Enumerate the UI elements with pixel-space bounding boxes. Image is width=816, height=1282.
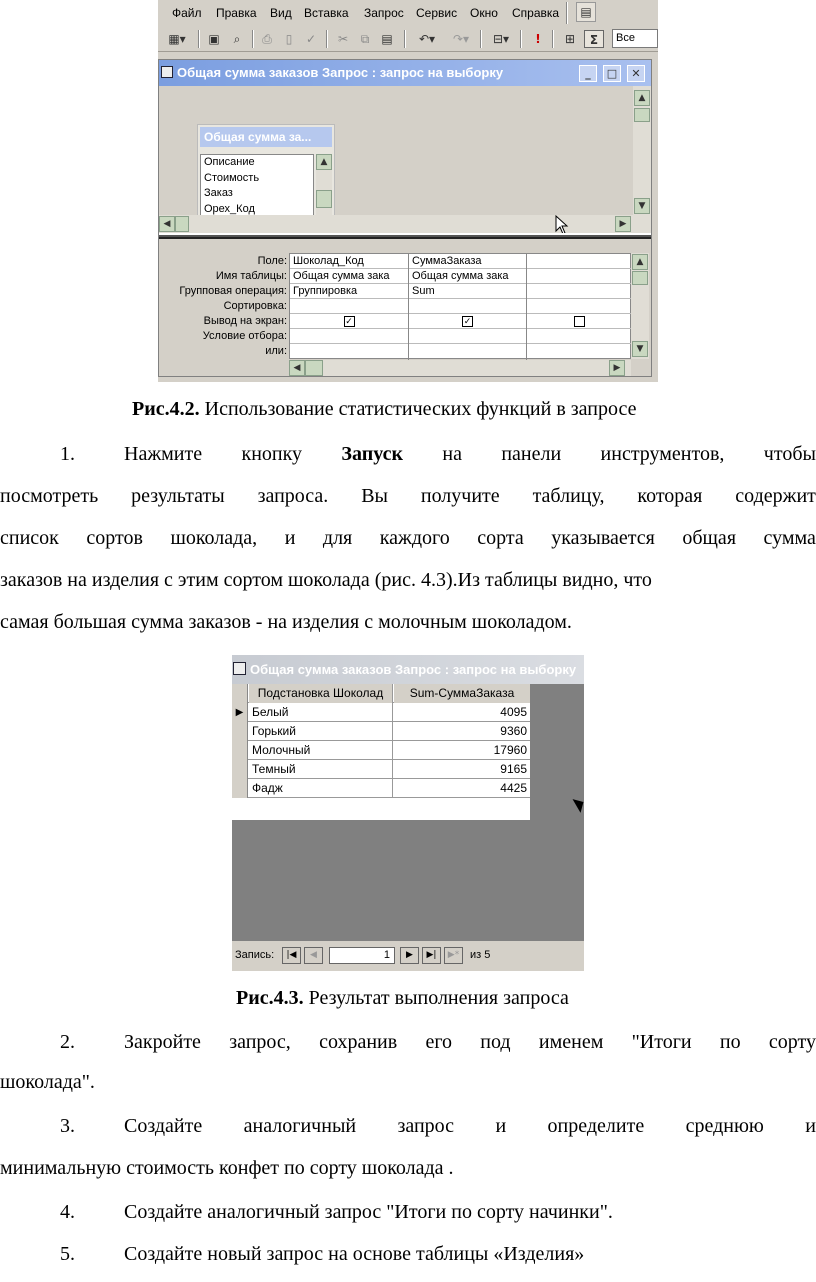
word: общая — [682, 527, 737, 549]
word: среднюю — [685, 1115, 764, 1137]
preview-icon[interactable]: ▯ — [285, 32, 293, 46]
step5-text: Создайте новый запрос на основе таблицы «Изделия» — [124, 1243, 585, 1265]
word: для — [322, 527, 353, 549]
step1-line2 — [0, 476, 816, 516]
grid-cell-sort[interactable] — [527, 299, 632, 314]
toolbar-separator — [326, 30, 328, 48]
step-number: 1. — [60, 443, 75, 465]
grid-label: Имя таблицы: — [215, 270, 287, 282]
row-selector[interactable] — [232, 779, 248, 798]
scroll-right-icon[interactable]: ▶ — [615, 216, 631, 232]
menu-query[interactable]: Запрос — [364, 6, 404, 20]
menu-help[interactable]: Справка — [512, 6, 560, 20]
result-window-title: Общая сумма заказов Запрос : запрос на выборку — [250, 662, 577, 677]
column-header[interactable]: Подстановка Шоколад — [249, 684, 393, 703]
close-icon[interactable]: ✕ — [627, 65, 645, 82]
minimize-icon[interactable]: _ — [579, 65, 597, 82]
bold-word: Запуск — [341, 443, 404, 465]
step-number: 3. — [60, 1115, 75, 1137]
undo-icon[interactable]: ↶▾ — [418, 32, 436, 46]
scroll-up-icon[interactable]: ▲ — [634, 90, 650, 106]
row-selector[interactable] — [232, 760, 248, 779]
row-selector[interactable] — [232, 722, 248, 741]
word: получите — [420, 485, 500, 507]
scroll-left-icon[interactable]: ◀ — [289, 360, 305, 376]
caption-label: Рис.4.2. — [132, 398, 200, 420]
last-record-icon[interactable]: ▶| — [422, 947, 441, 964]
cell-name[interactable]: Фадж — [249, 779, 393, 798]
word: сохранив — [319, 1031, 398, 1053]
step3-line1 — [0, 1106, 816, 1146]
word: результаты — [131, 485, 225, 507]
grid-label: Вывод на экран: — [203, 315, 287, 327]
caption-text: Результат выполнения запроса — [303, 987, 569, 1009]
word: которая — [637, 485, 703, 507]
figure-caption — [132, 398, 636, 421]
print-icon[interactable]: ⎙ — [262, 32, 272, 46]
query-window-title: Общая сумма заказов Запрос : запрос на выборку — [177, 65, 504, 80]
word: и — [805, 1115, 816, 1137]
scroll-thumb[interactable] — [316, 190, 332, 208]
datasheet — [232, 684, 530, 820]
cell-sum[interactable]: 9360 — [500, 724, 527, 738]
grid-cell-or[interactable] — [409, 344, 526, 359]
toolbar-toggle-icon[interactable]: ▤ — [576, 2, 596, 22]
word: запрос — [397, 1115, 455, 1137]
word: кнопку — [241, 443, 303, 465]
step4-text: Создайте аналогичный запрос "Итоги по сорту начинки". — [124, 1201, 613, 1223]
step-number: 5. — [60, 1243, 75, 1265]
grid-cell-table[interactable]: Общая сумма зака — [290, 269, 408, 284]
grid-hscroll[interactable] — [289, 360, 631, 376]
toolbar-separator — [480, 30, 482, 48]
record-total: из 5 — [470, 949, 491, 961]
cell-name[interactable]: Молочный — [249, 741, 393, 760]
table-row[interactable] — [232, 760, 530, 779]
grid-cell-group[interactable]: Группировка — [290, 284, 408, 299]
new-record-icon[interactable]: ▶* — [444, 947, 463, 964]
word: Закройте — [124, 1031, 201, 1053]
query-designer-screenshot — [158, 0, 658, 382]
grid-cell-show[interactable] — [409, 314, 526, 329]
toolbar-separator — [198, 30, 200, 48]
field-item[interactable]: Стоимость — [204, 171, 260, 184]
word: шоколада, — [170, 527, 258, 549]
run-icon[interactable]: ! — [535, 32, 541, 46]
toolbar-separator — [404, 30, 406, 48]
query-window — [158, 59, 652, 377]
grid-table — [289, 253, 631, 359]
step1-line5: самая большая сумма заказов - на изделия с молочным шоколадом. — [0, 611, 572, 633]
next-record-icon[interactable]: ▶ — [400, 947, 419, 964]
word: посмотреть — [0, 485, 99, 507]
word: Вы — [361, 485, 388, 507]
result-window-titlebar — [232, 655, 584, 684]
figure-caption — [236, 987, 569, 1010]
grid-label: Групповая операция: — [179, 285, 287, 297]
word: именем — [538, 1031, 604, 1053]
word: и — [284, 527, 296, 549]
design-grid — [159, 242, 651, 376]
caption-label: Рис.4.3. — [236, 987, 304, 1009]
cell-name[interactable]: Горький — [249, 722, 393, 741]
grid-column[interactable] — [290, 254, 409, 360]
word: аналогичный — [243, 1115, 357, 1137]
grid-label: Сортировка: — [223, 300, 287, 312]
datasheet-header — [232, 684, 530, 703]
cell-name[interactable]: Белый — [249, 703, 393, 722]
word: на — [442, 443, 462, 465]
column-header[interactable]: Sum-СуммаЗаказа — [394, 684, 530, 703]
step2-line1 — [0, 1022, 816, 1062]
cell-sum[interactable]: 17960 — [493, 743, 527, 757]
menu-bar — [158, 0, 658, 26]
query-window-icon — [233, 662, 246, 675]
step-number: 4. — [60, 1201, 75, 1223]
word: Создайте — [124, 1115, 203, 1137]
scroll-up-icon[interactable]: ▲ — [316, 154, 332, 170]
word: "Итоги — [631, 1031, 692, 1053]
grid-column[interactable] — [409, 254, 527, 360]
scroll-left-icon[interactable]: ◀ — [159, 216, 175, 232]
grid-label: или: — [265, 345, 287, 357]
menu-edit[interactable]: Правка — [216, 6, 257, 20]
pane-splitter[interactable] — [159, 233, 651, 239]
totals-sigma-icon[interactable]: Σ — [584, 30, 604, 48]
grid-cell-table[interactable]: Общая сумма зака — [409, 269, 526, 284]
spelling-icon[interactable]: ✓ — [305, 32, 317, 46]
row-selector[interactable] — [232, 741, 248, 760]
cell-sum[interactable]: 4095 — [500, 705, 527, 719]
redo-icon[interactable]: ↷▾ — [452, 32, 470, 46]
prev-record-icon[interactable]: ◀ — [304, 947, 323, 964]
table-pane — [159, 86, 646, 233]
field-item[interactable]: Описание — [204, 156, 255, 168]
row-selector-corner[interactable] — [232, 684, 248, 703]
grid-cell-or[interactable] — [290, 344, 408, 359]
field-item[interactable]: Заказ — [204, 187, 233, 199]
menu-view[interactable]: Вид — [270, 6, 292, 20]
view-icon[interactable]: ▦▾ — [168, 32, 186, 46]
step1-line1 — [0, 434, 816, 474]
grid-cell-criteria[interactable] — [290, 329, 408, 344]
menu-separator — [566, 2, 568, 24]
grid-cell-group[interactable]: Sum — [409, 284, 526, 299]
menu-insert[interactable]: Вставка — [304, 6, 349, 20]
word: инструментов, — [600, 443, 725, 465]
step1-line4: заказов на изделия с этим сортом шоколада (рис. 4.3).Из таблицы видно, что — [0, 569, 652, 591]
search-icon[interactable]: ⌕ — [233, 32, 241, 46]
word: список — [0, 527, 59, 549]
step-number: 2. — [60, 1031, 75, 1053]
grid-cell-or[interactable] — [527, 344, 632, 359]
grid-cell-show[interactable] — [527, 314, 632, 329]
current-row-arrow-icon[interactable]: ▶ — [232, 703, 248, 722]
scroll-down-icon[interactable]: ▼ — [634, 198, 650, 214]
grid-label: Поле: — [257, 255, 287, 267]
grid-cell-table[interactable] — [527, 269, 632, 284]
record-number-input[interactable]: 1 — [329, 947, 395, 964]
grid-cell-field[interactable]: СуммаЗаказа — [409, 254, 526, 269]
table-row[interactable] — [232, 779, 530, 798]
word: по — [719, 1031, 741, 1053]
word: каждого — [379, 527, 450, 549]
grid-cell-show[interactable] — [290, 314, 408, 329]
grid-cell-field[interactable]: Шоколад_Код — [290, 254, 408, 269]
step1-line3 — [0, 518, 816, 558]
show-table-icon[interactable]: ⊞ — [564, 32, 576, 46]
toolbar-separator — [552, 30, 554, 48]
word: его — [425, 1031, 453, 1053]
cell-name[interactable]: Темный — [249, 760, 393, 779]
grid-vscroll[interactable] — [631, 253, 649, 359]
word: запроса. — [257, 485, 329, 507]
record-label: Запись: — [235, 949, 275, 961]
grid-cell-sort[interactable] — [290, 299, 408, 314]
word: запрос, — [229, 1031, 291, 1053]
word: сорту — [768, 1031, 816, 1053]
paste-icon[interactable]: ▤ — [381, 32, 393, 46]
copy-icon[interactable]: ⧉ — [360, 32, 370, 46]
grid-label: Условие отбора: — [202, 330, 287, 342]
maximize-icon[interactable]: □ — [603, 65, 621, 82]
top-values-combo[interactable]: Все — [612, 29, 658, 48]
checkbox-unchecked[interactable] — [574, 316, 585, 327]
word: таблицу, — [532, 485, 605, 507]
checkbox-checked[interactable]: ✓ — [463, 316, 472, 326]
scroll-thumb[interactable] — [305, 360, 323, 376]
query-type-icon[interactable]: ⊟▾ — [492, 32, 510, 46]
table-row[interactable] — [232, 722, 530, 741]
menu-window[interactable]: Окно — [470, 6, 498, 20]
query-result-screenshot — [232, 655, 584, 971]
word: панели — [501, 443, 562, 465]
scroll-down-icon[interactable]: ▼ — [632, 341, 648, 357]
toolbar-separator — [520, 30, 522, 48]
menu-tools[interactable]: Сервис — [416, 6, 458, 20]
first-record-icon[interactable]: |◀ — [282, 947, 301, 964]
word: указывается — [551, 527, 655, 549]
scroll-thumb[interactable] — [175, 216, 189, 232]
word: сортов — [86, 527, 143, 549]
scroll-thumb[interactable] — [634, 108, 650, 122]
grid-cell-sort[interactable] — [409, 299, 526, 314]
save-icon[interactable]: ▣ — [208, 32, 220, 46]
word: содержит — [735, 485, 816, 507]
step3-line2: минимальную стоимость конфет по сорту шоколада . — [0, 1157, 454, 1179]
word: и — [495, 1115, 507, 1137]
mouse-cursor-icon — [555, 215, 569, 235]
grid-cell-criteria[interactable] — [409, 329, 526, 344]
word: определите — [547, 1115, 645, 1137]
word: чтобы — [763, 443, 816, 465]
word: под — [480, 1031, 511, 1053]
table-row[interactable] — [232, 741, 530, 760]
table-row[interactable] — [232, 703, 530, 722]
menu-file[interactable]: Файл — [172, 6, 202, 20]
cut-icon[interactable]: ✂ — [337, 32, 349, 46]
caption-text: Использование статистических функций в запросе — [199, 398, 637, 420]
table-pane-vscroll[interactable] — [633, 86, 651, 233]
grid-cell-group[interactable] — [527, 284, 632, 299]
scroll-right-icon[interactable]: ▶ — [609, 360, 625, 376]
field-item[interactable]: Орех_Код — [204, 202, 255, 215]
word: сорта — [477, 527, 524, 549]
checkbox-checked[interactable]: ✓ — [345, 316, 353, 326]
toolbar — [158, 26, 658, 52]
word: сумма — [763, 527, 816, 549]
grid-row-labels — [159, 254, 287, 359]
record-navigation-bar — [232, 941, 584, 971]
cell-sum[interactable]: 9165 — [500, 762, 527, 776]
grid-cell-criteria[interactable] — [527, 329, 632, 344]
scroll-thumb[interactable] — [632, 271, 648, 285]
cell-sum[interactable]: 4425 — [500, 781, 527, 795]
query-window-titlebar — [159, 60, 651, 86]
step2-line2: шоколада". — [0, 1071, 95, 1093]
grid-cell-field[interactable] — [527, 254, 632, 269]
query-window-icon — [161, 66, 173, 78]
scroll-up-icon[interactable]: ▲ — [632, 254, 648, 270]
toolbar-separator — [252, 30, 254, 48]
table-box-title: Общая сумма за... — [200, 127, 332, 147]
grid-column[interactable] — [527, 254, 632, 360]
word: Нажмите — [124, 443, 203, 465]
